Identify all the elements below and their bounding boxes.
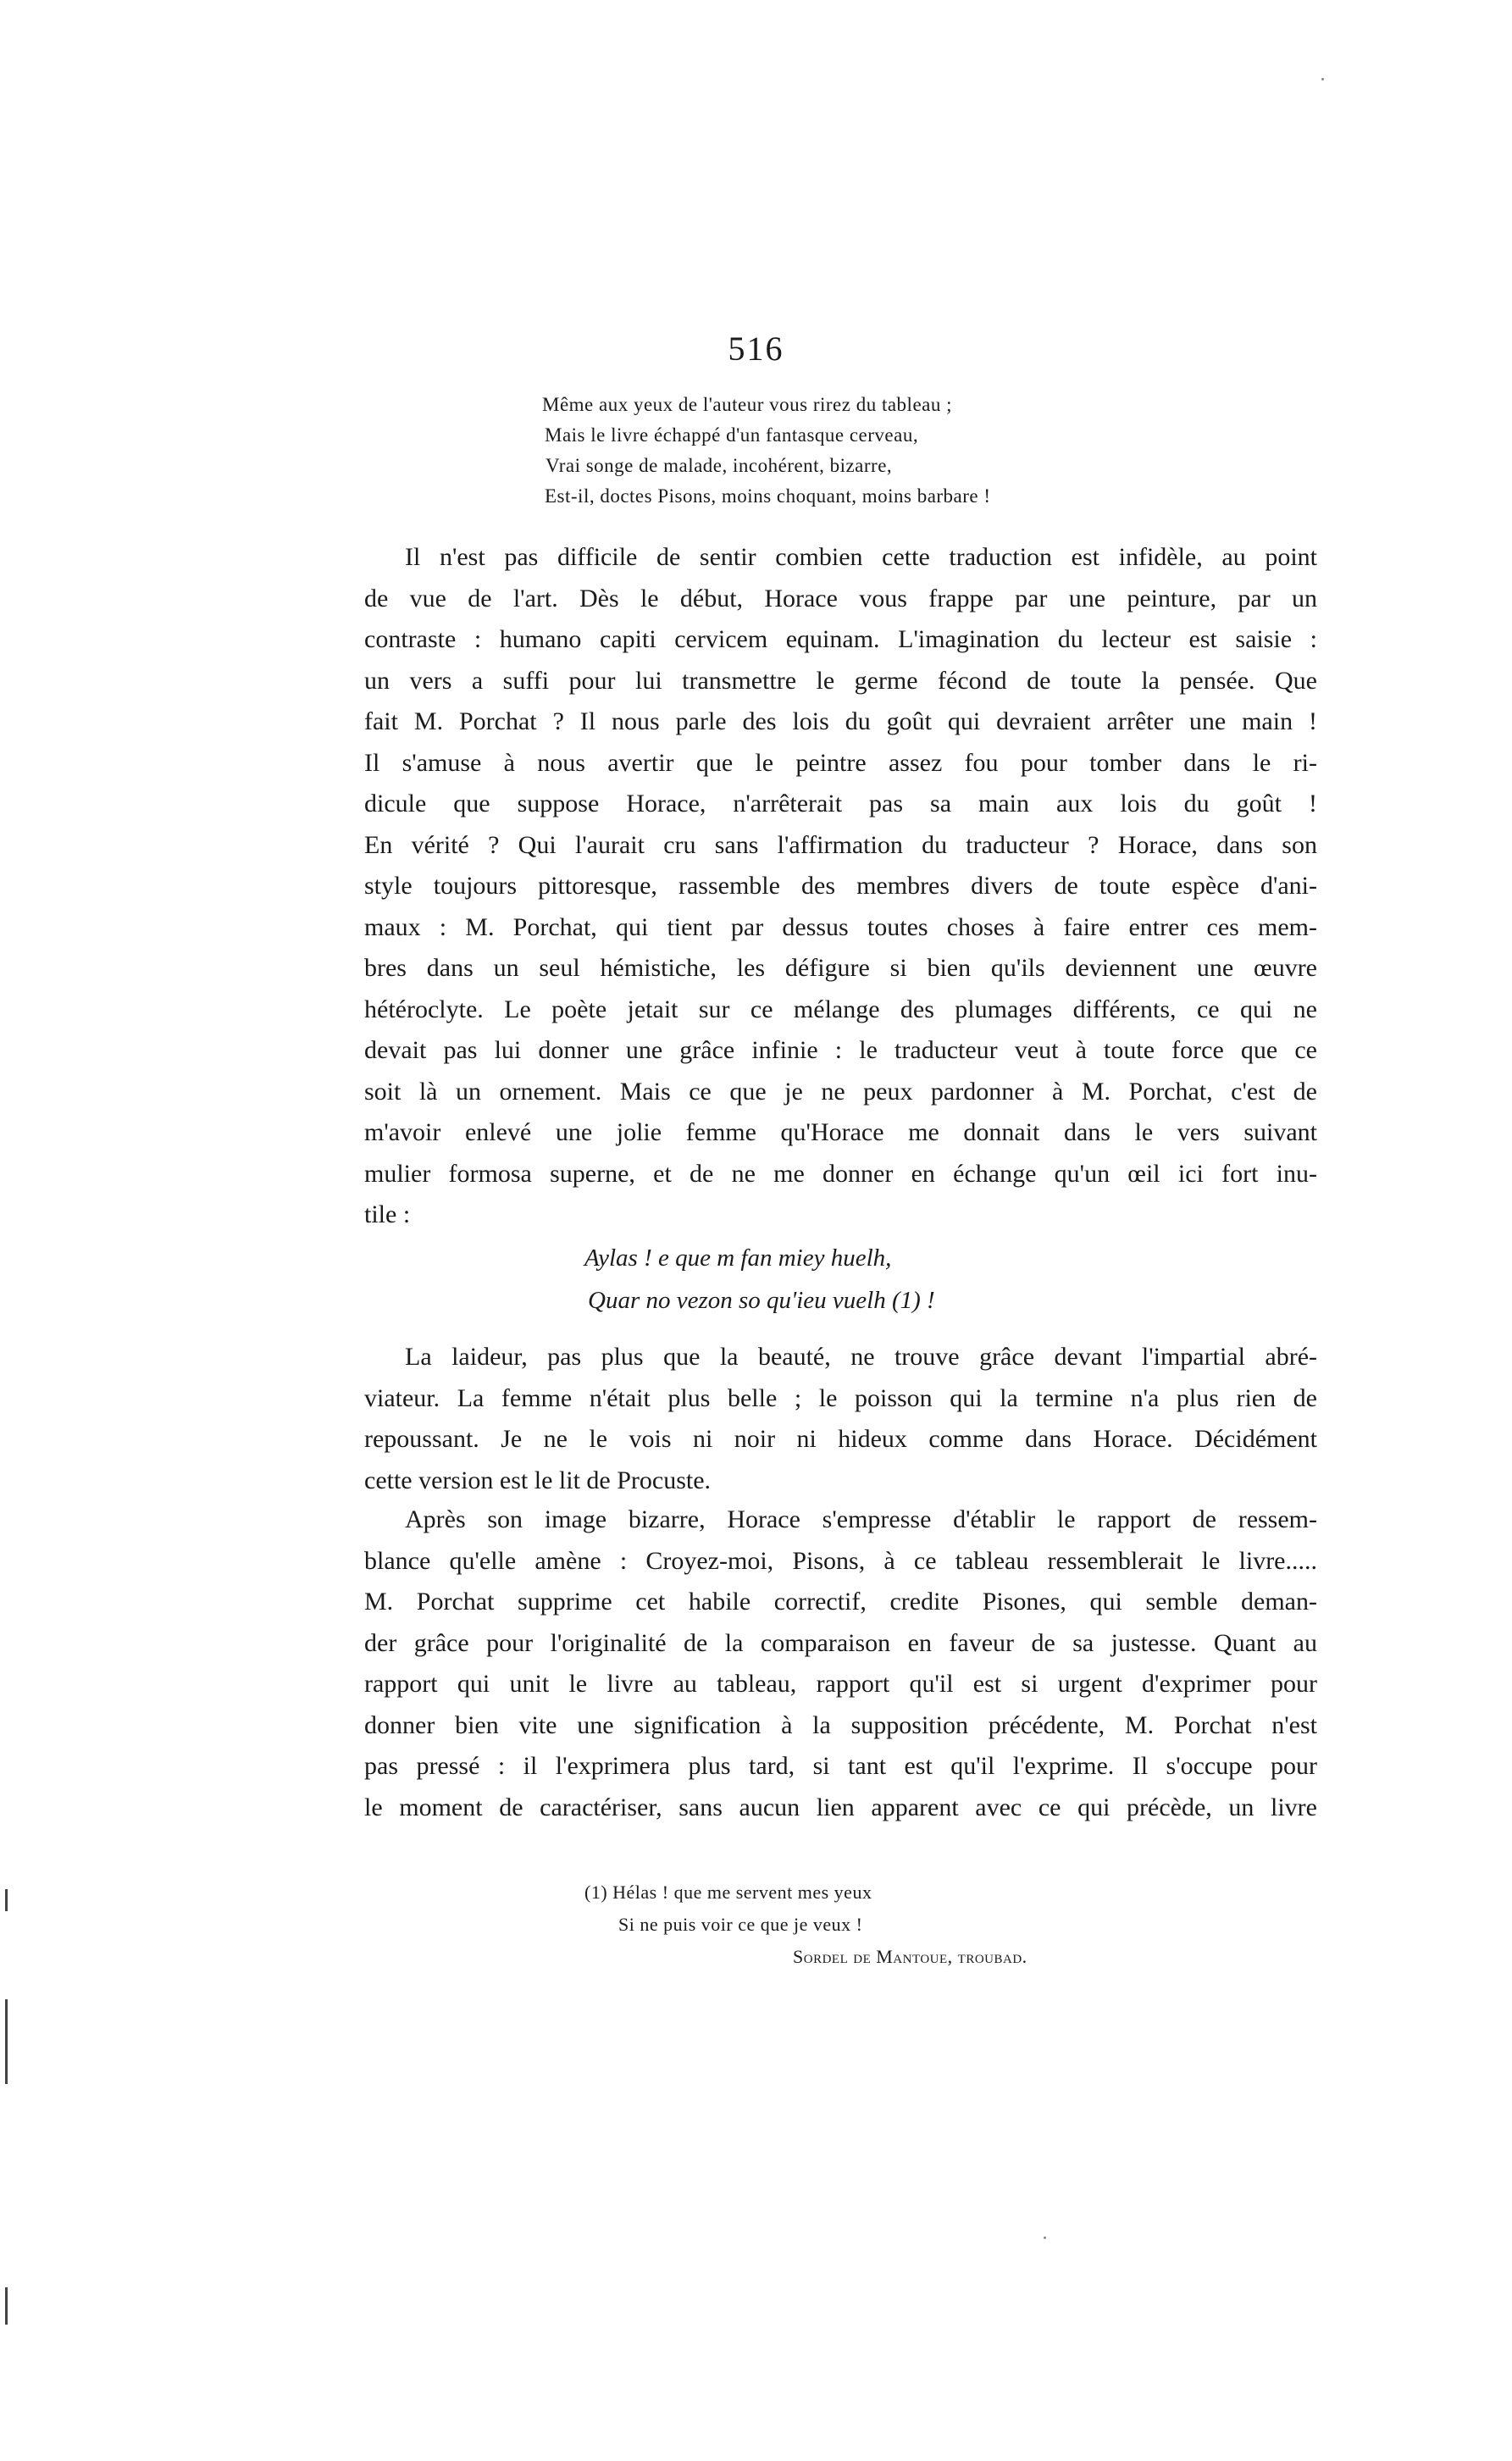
margin-mark-1	[5, 1889, 8, 1911]
p2-line: repoussant. Je ne le vois ni noir ni hideux comme dans Horace. Décidément	[364, 1425, 1317, 1453]
speck	[1321, 78, 1324, 80]
p1-line: bres dans un seul hémistiche, les défigure si bien qu'ils deviennent une œuvre	[364, 954, 1317, 982]
p1-line: dicule que suppose Horace, n'arrêterait pas sa main aux lois du goût !	[364, 790, 1317, 818]
margin-mark-2	[5, 1999, 8, 2084]
p1-line: tile :	[364, 1200, 411, 1228]
p1-line: Il n'est pas difficile de sentir combien cette traduction est infidèle, au point	[405, 543, 1317, 571]
p1-line: style toujours pittoresque, rassemble des membres divers de toute espèce d'ani-	[364, 872, 1317, 900]
p3-line: le moment de caractériser, sans aucun lien apparent avec ce qui précède, un livre	[364, 1793, 1317, 1821]
verse-line: Mais le livre échappé d'un fantasque cerveau,	[545, 424, 919, 446]
p3-line: Après son image bizarre, Horace s'empresse d'établir le rapport de ressem-	[405, 1505, 1317, 1533]
verse-line: Même aux yeux de l'auteur vous rirez du tableau ;	[542, 394, 953, 415]
margin-mark-3	[5, 2287, 8, 2325]
quote-verse	[584, 1237, 935, 1322]
p1-line: mulier formosa superne, et de ne me donner en échange qu'un œil ici fort inu-	[364, 1159, 1317, 1188]
p1-line: un vers a suffi pour lui transmettre le germe fécond de toute la pensée. Que	[364, 666, 1317, 695]
p1-line: Il s'amuse à nous avertir que le peintre assez fou pour tomber dans le ri-	[364, 748, 1317, 777]
verse-block	[542, 390, 991, 512]
p1-line: devait pas lui donner une grâce infinie : le traducteur veut à toute force que ce	[364, 1036, 1317, 1064]
p3-line: M. Porchat supprime cet habile correctif, credite Pisones, qui semble deman-	[364, 1588, 1317, 1616]
p1-line: maux : M. Porchat, qui tient par dessus toutes choses à faire entrer ces mem-	[364, 912, 1317, 941]
p1-line: m'avoir enlevé une jolie femme qu'Horace me donnait dans le vers suivant	[364, 1118, 1317, 1146]
page-number: 516	[728, 330, 784, 368]
p1-line: En vérité ? Qui l'aurait cru sans l'affirmation du traducteur ? Horace, dans son	[364, 830, 1317, 859]
verse-line: Est-il, doctes Pisons, moins choquant, moins barbare !	[545, 485, 991, 507]
p1-line: soit là un ornement. Mais ce que je ne peux pardonner à M. Porchat, c'est de	[364, 1077, 1317, 1106]
p1-line: fait M. Porchat ? Il nous parle des lois du goût qui devraient arrêter une main !	[364, 707, 1317, 735]
p3-line: pas pressé : il l'exprimera plus tard, si tant est qu'il l'exprime. Il s'occupe pour	[364, 1752, 1317, 1780]
p2-line: viateur. La femme n'était plus belle ; le poisson qui la termine n'a plus rien de	[364, 1383, 1317, 1412]
p2-line: cette version est le lit de Procuste.	[364, 1466, 712, 1494]
quote-line: Quar no vezon so qu'ieu vuelh (1) !	[588, 1287, 935, 1314]
quote-line: Aylas ! e que m fan miey huelh,	[584, 1244, 892, 1272]
footnote-line-1: (1) Hélas ! que me servent mes yeux	[584, 1882, 872, 1903]
p3-line: donner bien vite une signification à la supposition précédente, M. Porchat n'est	[364, 1710, 1317, 1739]
verse-line: Vrai songe de malade, incohérent, bizarre,	[546, 455, 893, 476]
footnote-signature: Sordel de Mantoue, troubad.	[793, 1946, 1027, 1967]
footnote	[584, 1876, 1027, 1973]
p3-line: blance qu'elle amène : Croyez-moi, Pisons, à ce tableau ressemblerait le livre.....	[364, 1546, 1317, 1575]
p1-line: contraste : humano capiti cervicem equinam. L'imagination du lecteur est saisie :	[364, 625, 1317, 653]
p1-line: de vue de l'art. Dès le début, Horace vous frappe par une peinture, par un	[364, 584, 1317, 612]
p2-line: La laideur, pas plus que la beauté, ne trouve grâce devant l'impartial abré-	[405, 1343, 1317, 1371]
p1-line: hétéroclyte. Le poète jetait sur ce mélange des plumages différents, ce qui ne	[364, 995, 1317, 1023]
p3-line: der grâce pour l'originalité de la comparaison en faveur de sa justesse. Quant au	[364, 1628, 1317, 1657]
speck	[1044, 2237, 1046, 2239]
p3-line: rapport qui unit le livre au tableau, rapport qu'il est si urgent d'exprimer pour	[364, 1670, 1317, 1698]
paragraph-2	[364, 1337, 1317, 1501]
paragraph-1	[364, 537, 1317, 1236]
paragraph-3	[364, 1499, 1317, 1828]
footnote-line-2: Si ne puis voir ce que je veux !	[618, 1914, 863, 1935]
